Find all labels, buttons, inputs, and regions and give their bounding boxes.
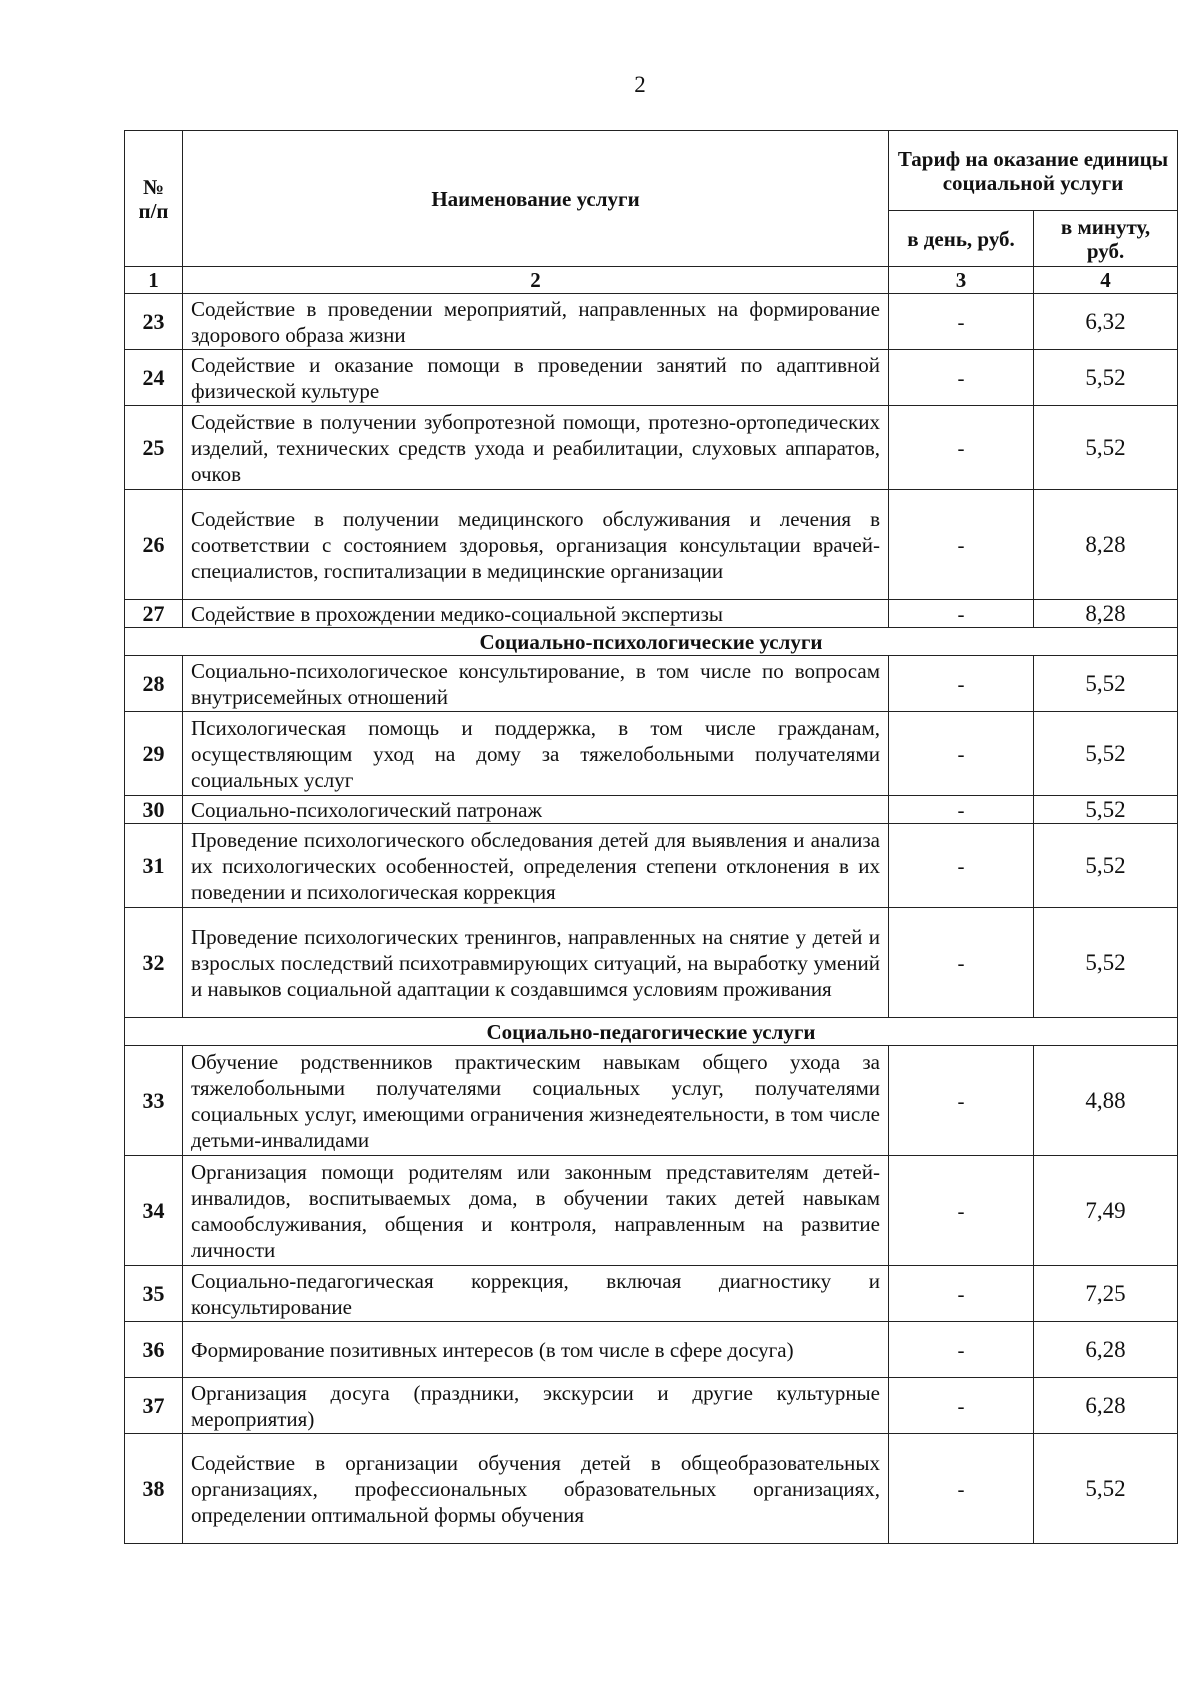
tariff-per-minute: 8,28 bbox=[1034, 490, 1178, 600]
tariff-per-day: - bbox=[889, 600, 1034, 628]
service-row bbox=[125, 656, 1178, 712]
tariff-table bbox=[124, 130, 1178, 1544]
column-number: 2 bbox=[183, 267, 889, 294]
service-number: 30 bbox=[125, 796, 183, 824]
header-service-name: Наименование услуги bbox=[183, 131, 889, 267]
service-number: 38 bbox=[125, 1434, 183, 1544]
service-name: Формирование позитивных интересов (в том числе в сфере досуга) bbox=[183, 1322, 889, 1378]
service-number: 28 bbox=[125, 656, 183, 712]
section-header-row bbox=[125, 628, 1178, 656]
tariff-per-minute: 5,52 bbox=[1034, 796, 1178, 824]
service-row bbox=[125, 1434, 1178, 1544]
tariff-per-minute: 8,28 bbox=[1034, 600, 1178, 628]
tariff-per-day: - bbox=[889, 490, 1034, 600]
service-number: 26 bbox=[125, 490, 183, 600]
tariff-per-minute: 5,52 bbox=[1034, 1434, 1178, 1544]
section-title: Социально-педагогические услуги bbox=[125, 1018, 1178, 1046]
service-number: 25 bbox=[125, 406, 183, 490]
tariff-per-day: - bbox=[889, 1322, 1034, 1378]
tariff-per-day: - bbox=[889, 796, 1034, 824]
page-number: 2 bbox=[634, 72, 646, 97]
tariff-per-day: - bbox=[889, 1046, 1034, 1156]
service-name: Организация помощи родителям или законным представителям детей-инвалидов, воспитываемых дома, в обучении таких детей навыкам самообслуживания, общения и контроля, направленным на развитие личности bbox=[183, 1156, 889, 1266]
service-number: 37 bbox=[125, 1378, 183, 1434]
service-number: 24 bbox=[125, 350, 183, 406]
tariff-per-day: - bbox=[889, 824, 1034, 908]
column-number: 4 bbox=[1034, 267, 1178, 294]
tariff-per-day: - bbox=[889, 350, 1034, 406]
service-number: 29 bbox=[125, 712, 183, 796]
column-number: 1 bbox=[125, 267, 183, 294]
tariff-per-day: - bbox=[889, 712, 1034, 796]
tariff-per-minute: 4,88 bbox=[1034, 1046, 1178, 1156]
service-row bbox=[125, 1378, 1178, 1434]
tariff-per-minute: 5,52 bbox=[1034, 350, 1178, 406]
tariff-per-minute: 5,52 bbox=[1034, 712, 1178, 796]
header-per-minute: в минуту, руб. bbox=[1034, 211, 1178, 267]
tariff-per-day: - bbox=[889, 1156, 1034, 1266]
service-row bbox=[125, 350, 1178, 406]
service-name: Содействие в получении медицинского обслуживания и лечения в соответствии с состоянием здоровья, организация консультации врачей-специалистов, госпитализации в медицинские организации bbox=[183, 490, 889, 600]
service-number: 35 bbox=[125, 1266, 183, 1322]
service-name: Содействие в организации обучения детей в общеобразовательных организациях, профессиональных образовательных организациях, определении оптимальной формы обучения bbox=[183, 1434, 889, 1544]
tariff-per-day: - bbox=[889, 908, 1034, 1018]
service-row bbox=[125, 824, 1178, 908]
section-header-row bbox=[125, 1018, 1178, 1046]
tariff-per-day: - bbox=[889, 406, 1034, 490]
service-name: Социально-психологический патронаж bbox=[183, 796, 889, 824]
section-title: Социально-психологические услуги bbox=[125, 628, 1178, 656]
service-row bbox=[125, 712, 1178, 796]
service-row bbox=[125, 1156, 1178, 1266]
service-name: Организация досуга (праздники, экскурсии и другие культурные мероприятия) bbox=[183, 1378, 889, 1434]
service-name: Содействие в прохождении медико-социальной экспертизы bbox=[183, 600, 889, 628]
header-tariff: Тариф на оказание единицы социальной услуги bbox=[889, 131, 1178, 211]
tariff-per-day: - bbox=[889, 1434, 1034, 1544]
service-number: 32 bbox=[125, 908, 183, 1018]
service-row bbox=[125, 1046, 1178, 1156]
service-row bbox=[125, 796, 1178, 824]
service-row bbox=[125, 1322, 1178, 1378]
service-row bbox=[125, 406, 1178, 490]
tariff-per-minute: 7,49 bbox=[1034, 1156, 1178, 1266]
tariff-per-minute: 6,28 bbox=[1034, 1322, 1178, 1378]
service-number: 27 bbox=[125, 600, 183, 628]
service-name: Социально-психологическое консультирование, в том числе по вопросам внутрисемейных отношений bbox=[183, 656, 889, 712]
service-name: Содействие в получении зубопротезной помощи, протезно-ортопедических изделий, технических средств ухода и реабилитации, слуховых аппаратов, очков bbox=[183, 406, 889, 490]
tariff-per-day: - bbox=[889, 1378, 1034, 1434]
service-name: Содействие и оказание помощи в проведении занятий по адаптивной физической культуре bbox=[183, 350, 889, 406]
tariff-per-minute: 5,52 bbox=[1034, 406, 1178, 490]
service-name: Проведение психологического обследования детей для выявления и анализа их психологических особенностей, определения степени отклонения в их поведении и психологическая коррекция bbox=[183, 824, 889, 908]
service-number: 34 bbox=[125, 1156, 183, 1266]
service-number: 23 bbox=[125, 294, 183, 350]
service-name: Социально-педагогическая коррекция, включая диагностику и консультирование bbox=[183, 1266, 889, 1322]
tariff-per-day: - bbox=[889, 1266, 1034, 1322]
service-row bbox=[125, 1266, 1178, 1322]
service-number: 33 bbox=[125, 1046, 183, 1156]
service-name: Содействие в проведении мероприятий, направленных на формирование здорового образа жизни bbox=[183, 294, 889, 350]
service-number: 36 bbox=[125, 1322, 183, 1378]
tariff-per-minute: 5,52 bbox=[1034, 908, 1178, 1018]
tariff-per-day: - bbox=[889, 656, 1034, 712]
tariff-per-minute: 5,52 bbox=[1034, 824, 1178, 908]
tariff-per-minute: 7,25 bbox=[1034, 1266, 1178, 1322]
tariff-per-minute: 6,32 bbox=[1034, 294, 1178, 350]
service-row bbox=[125, 908, 1178, 1018]
tariff-per-day: - bbox=[889, 294, 1034, 350]
service-name: Психологическая помощь и поддержка, в том числе гражданам, осуществляющим уход на дому за тяжелобольными получателями социальных услуг bbox=[183, 712, 889, 796]
column-number: 3 bbox=[889, 267, 1034, 294]
tariff-per-minute: 5,52 bbox=[1034, 656, 1178, 712]
header-num: № п/п bbox=[125, 131, 183, 267]
service-name: Обучение родственников практическим навыкам общего ухода за тяжелобольными получателями социальных услуг, получателями социальных услуг, имеющими ограничения жизнедеятельности, в том числе детьми-инвалидами bbox=[183, 1046, 889, 1156]
service-name: Проведение психологических тренингов, направленных на снятие у детей и взрослых последствий психотравмирующих ситуаций, на выработку умений и навыков социальной адаптации к создавшимся условиям проживания bbox=[183, 908, 889, 1018]
service-row bbox=[125, 490, 1178, 600]
tariff-per-minute: 6,28 bbox=[1034, 1378, 1178, 1434]
service-row bbox=[125, 600, 1178, 628]
header-per-day: в день, руб. bbox=[889, 211, 1034, 267]
service-number: 31 bbox=[125, 824, 183, 908]
service-row bbox=[125, 294, 1178, 350]
column-number-row bbox=[125, 267, 1178, 294]
